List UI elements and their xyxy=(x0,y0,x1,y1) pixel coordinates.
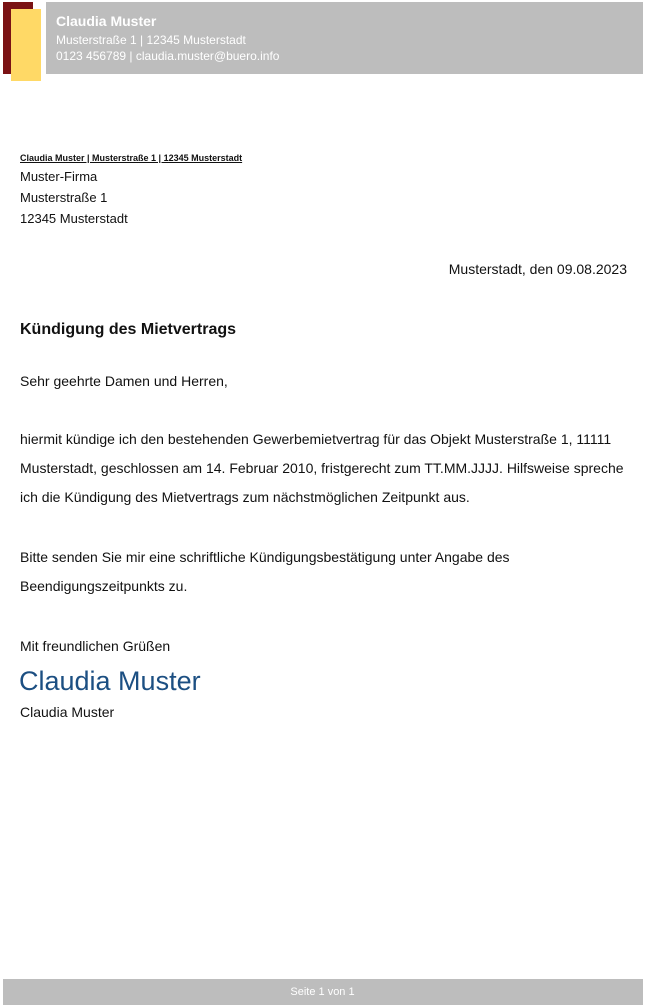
header-accent-light xyxy=(11,9,41,81)
recipient-city: 12345 Musterstadt xyxy=(20,211,128,226)
sender-address: Musterstraße 1 | 12345 Musterstadt xyxy=(56,33,246,47)
page-number: Seite 1 von 1 xyxy=(290,986,355,998)
closing-phrase: Mit freundlichen Grüßen xyxy=(20,638,171,654)
salutation: Sehr geehrte Damen und Herren, xyxy=(20,373,228,389)
recipient-street: Musterstraße 1 xyxy=(20,190,108,205)
signer-name: Claudia Muster xyxy=(20,704,115,720)
body-paragraph-1: hiermit kündige ich den bestehenden Gewerbemietvertrag für das Objekt Musterstraße 1, 11111 Musterstadt, geschlossen am 14. Februar 2010, fristgerecht zum TT.MM.JJJJ. Hilfsweise spreche ich die Kündigung des Mietvertrags zum nächstmöglichen Zeitpunkt aus. xyxy=(20,431,624,505)
return-address: Claudia Muster | Musterstraße 1 | 12345 Musterstadt xyxy=(20,153,243,163)
sender-name: Claudia Muster xyxy=(56,13,157,29)
recipient-company: Muster-Firma xyxy=(20,169,98,184)
signature: Claudia Muster xyxy=(19,666,201,696)
date-line: Musterstadt, den 09.08.2023 xyxy=(448,261,627,277)
letter-subject: Kündigung des Mietvertrags xyxy=(20,321,237,338)
sender-contact: 0123 456789 | claudia.muster@buero.info xyxy=(56,49,280,63)
body-paragraph-2: Bitte senden Sie mir eine schriftliche Kündigungsbestätigung unter Angabe des Beendigungszeitpunkts zu. xyxy=(20,549,510,594)
